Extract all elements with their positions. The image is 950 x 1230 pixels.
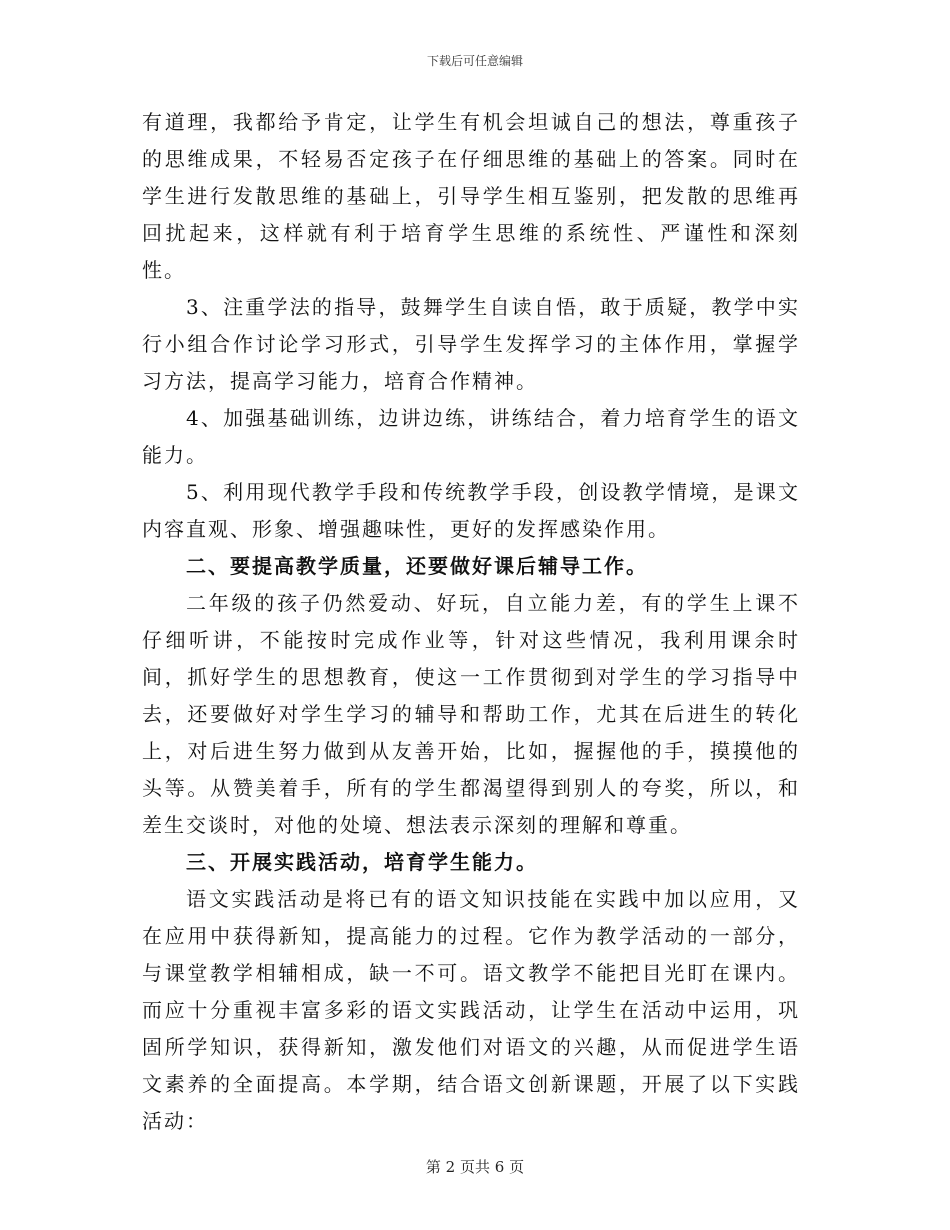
section-heading-3: 三、开展实践活动，培育学生能力。 <box>186 850 538 874</box>
paragraph-continuation: 有道理，我都给予肯定，让学生有机会坦诚自己的想法，尊重孩子的思维成果，不轻易否定孩子在仔细思维的基础上的答案。同时在学生进行发散思维的基础上，引导学生相互鉴别，把发散的思维再回扰起来，这样就有利于培育学生思维的系统性、严谨性和深刻性。 <box>142 110 800 282</box>
paragraph-item-4: 4、加强基础训练，边讲边练，讲练结合，着力培育学生的语文能力。 <box>142 406 800 467</box>
paragraph-item-3: 3、注重学法的指导，鼓舞学生自读自悟，敢于质疑，教学中实行小组合作讨论学习形式，引导学生发挥学习的主体作用，掌握学习方法，提高学习能力，培育合作精神。 <box>142 295 800 393</box>
document-body <box>142 104 800 1140</box>
page-number: 第 2 页共 6 页 <box>425 1158 525 1176</box>
paragraph-practice: 语文实践活动是将已有的语文知识技能在实践中加以应用，又在应用中获得新知，提高能力的过程。它作为教学活动的一部分，与课堂教学相辅相成，缺一不可。语文教学不能把目光盯在课内。而应十分重视丰富多彩的语文实践活动，让学生在活动中运用，巩固所学知识，获得新知，激发他们对语文的兴趣，从而促进学生语文素养的全面提高。本学期，结合语文创新课题，开展了以下实践活动： <box>142 887 800 1133</box>
paragraph-item-5: 5、利用现代教学手段和传统教学手段，创设教学情境，是课文内容直观、形象、增强趣味性，更好的发挥感染作用。 <box>142 480 800 541</box>
paragraph-tutoring: 二年级的孩子仍然爱动、好玩，自立能力差，有的学生上课不仔细听讲，不能按时完成作业等，针对这些情况，我利用课余时间，抓好学生的思想教育，使这一工作贯彻到对学生的学习指导中去，还要做好对学生学习的辅导和帮助工作，尤其在后进生的转化上，对后进生努力做到从友善开始，比如，握握他的手，摸摸他的头等。从赞美着手，所有的学生都渴望得到别人的夸奖，所以，和差生交谈时，对他的处境、想法表示深刻的理解和尊重。 <box>142 591 800 837</box>
page-header: 下载后可任意编辑 <box>426 54 523 68</box>
section-heading-2: 二、要提高教学质量，还要做好课后辅导工作。 <box>186 554 648 578</box>
